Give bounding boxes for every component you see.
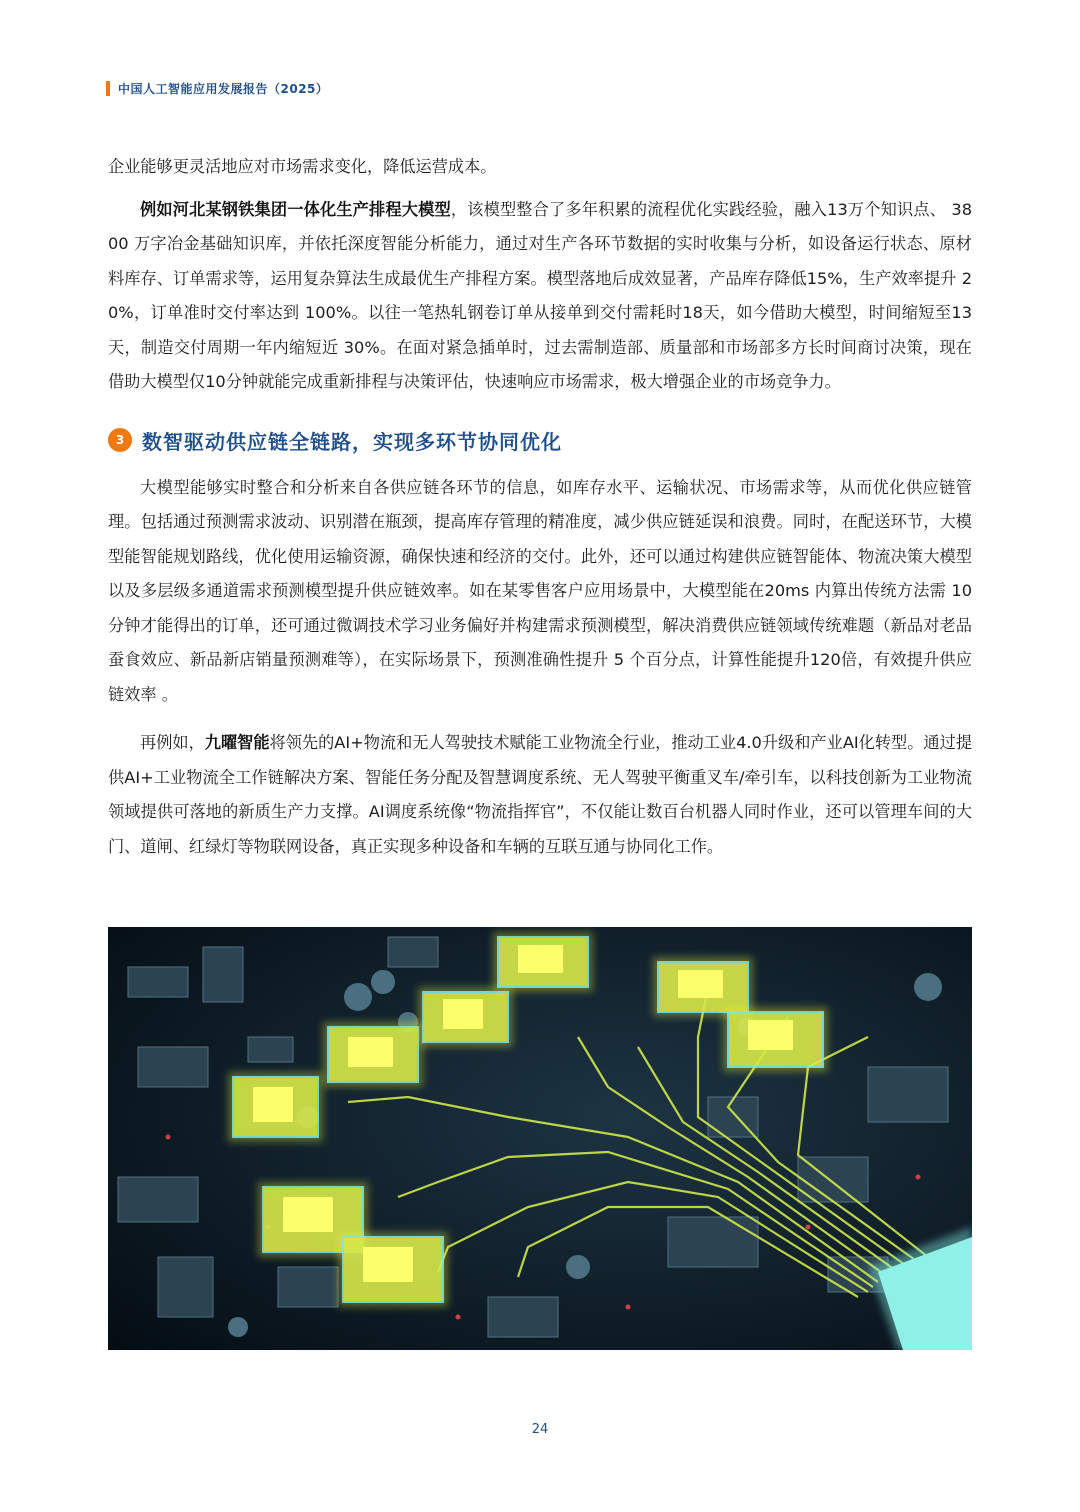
chip-6 bbox=[723, 1007, 828, 1072]
circuit-board-svg bbox=[108, 927, 972, 1350]
section-title: 数智驱动供应链全链路，实现多环节协同优化 bbox=[142, 429, 562, 454]
paragraph-4-prefix: 再例如， bbox=[140, 733, 205, 752]
header-accent-bar bbox=[106, 81, 110, 96]
chip-8 bbox=[338, 1232, 448, 1307]
running-header bbox=[106, 80, 328, 97]
paragraph-1: 企业能够更灵活地应对市场需求变化，降低运营成本。 bbox=[108, 157, 497, 176]
main-content bbox=[108, 150, 972, 864]
paragraph-2-text: ，该模型整合了多年积累的流程优化实践经验，融入13万个知识点、 3800 万字冶金基础知识库，并依托深度智能分析能力，通过对生产各环节数据的实时收集与分析，如设备运行状态、原材料库存、订单需求等，运用复杂算法生成最优生产排程方案。模型落地后成效显著，产品库存降低15%，生产效率提升 20%，订单准时交付率达到 100%。以往一笔热轧钢卷订单从接单到交付需耗时18天，如今借助大模型，时间缩短至13 天，制造交付周期一年内缩短近 30%。在面对紧急插单时，过去需制造部、质量部和市场部多方长时间商讨决策，现在借助大模型仅10分钟就能完成重新排程与决策评估，快速响应市场需求，极大增强企业的市场竞争力。 bbox=[108, 199, 973, 391]
paragraph-4 bbox=[108, 726, 972, 864]
paragraph-3: 大模型能够实时整合和分析来自各供应链各环节的信息，如库存水平、运输状况、市场需求等，从而优化供应链管理。包括通过预测需求波动、识别潜在瓶颈，提高库存管理的精准度，减少供应链延误和浪费。同时，在配送环节，大模型能智能规划路线，优化使用运输资源，确保快速和经济的交付。此外，还可以通过构建供应链智能体、物流决策大模型以及多层级多通道需求预测模型提升供应链效率。如在某零售客户应用场景中，大模型能在20ms 内算出传统方法需 10 分钟才能得出的订单，还可通过微调技术学习业务偏好并构建需求预测模型，解决消费供应链领域传统难题（新品对老品蚕食效应、新品新店销量预测难等），在实际场景下，预测准确性提升 5 个百分点，计算性能提升120倍，有效提升供应链效率 。 bbox=[108, 477, 972, 704]
chip-1 bbox=[228, 1072, 323, 1142]
paragraph-2 bbox=[108, 193, 972, 400]
page-number: 24 bbox=[531, 1422, 549, 1437]
chip-3 bbox=[418, 987, 513, 1047]
circuit-board-illustration bbox=[108, 927, 972, 1350]
paragraph-2-emphasis: 例如河北某钢铁集团一体化生产排程大模型 bbox=[140, 199, 451, 219]
header-title: 中国人工智能应用发展报告（2025） bbox=[118, 82, 329, 96]
chip-2 bbox=[323, 1022, 423, 1087]
section-number-badge: 3 bbox=[108, 428, 132, 452]
chip-4 bbox=[493, 932, 593, 992]
section-heading bbox=[108, 426, 972, 455]
paragraph-4-text: 将领先的AI+物流和无人驾驶技术赋能工业物流全行业，推动工业4.0升级和产业AI化转型。通过提供AI+工业物流全工作链解决方案、智能任务分配及智慧调度系统、无人驾驶平衡重叉车/牵引车，以科技创新为工业物流领域提供可落地的新质生产力支撑。AI调度系统像“物流指挥官”，不仅能让数百台机器人同时作业，还可以管理车间的大门、道闸、红绿灯等物联网设备，真正实现多种设备和车辆的互联互通与协同化工作。 bbox=[108, 733, 972, 856]
paragraph-4-emphasis: 九曜智能 bbox=[204, 733, 270, 752]
